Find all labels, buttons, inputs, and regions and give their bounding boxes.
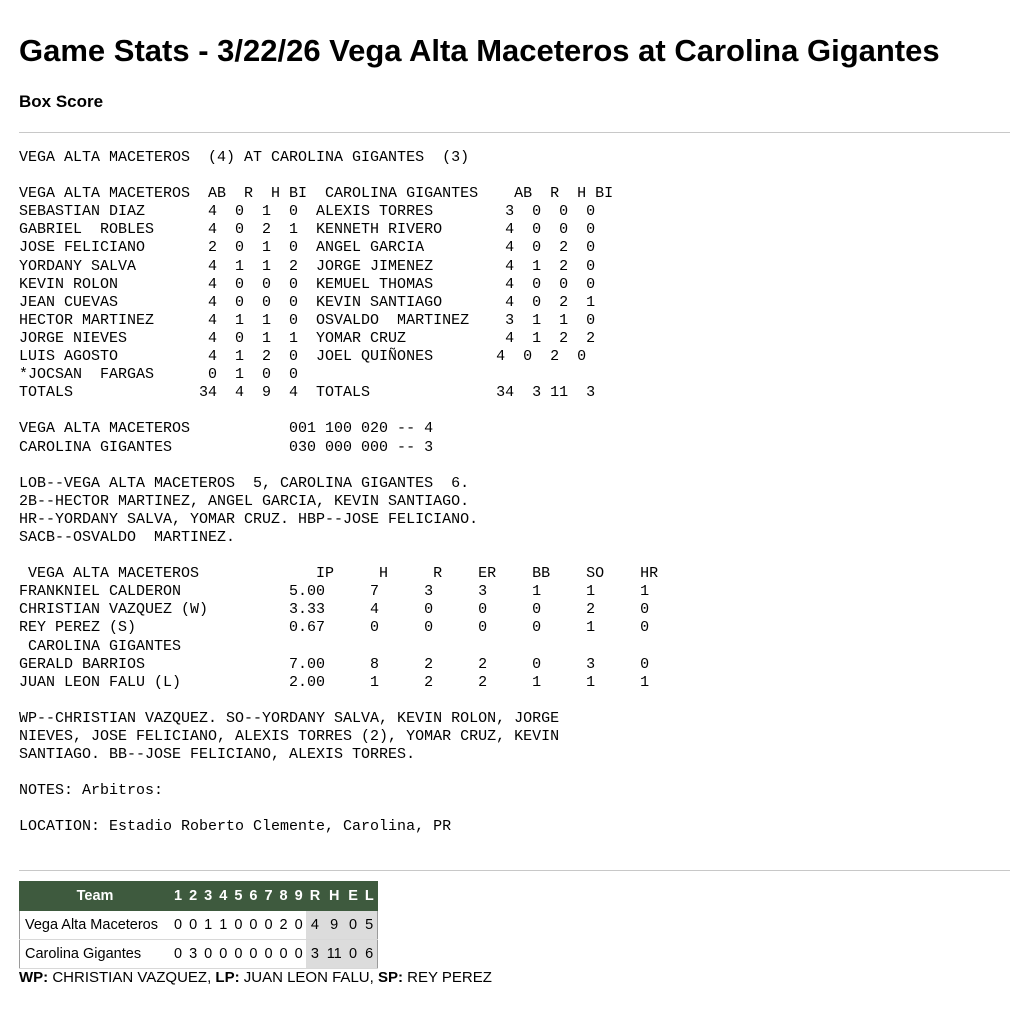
divider-top bbox=[19, 132, 1010, 133]
linescore-header-row bbox=[20, 882, 378, 911]
team-name: Carolina Gigantes bbox=[20, 940, 171, 969]
inning-score: 0 bbox=[171, 911, 186, 940]
inning-score: 0 bbox=[246, 911, 261, 940]
header-inning-3: 3 bbox=[201, 882, 216, 911]
header-inning-7: 7 bbox=[261, 882, 276, 911]
header-inning-4: 4 bbox=[216, 882, 231, 911]
wp-value: CHRISTIAN VAZQUEZ, bbox=[48, 969, 216, 986]
header-hits: H bbox=[324, 882, 345, 911]
inning-score: 3 bbox=[186, 940, 201, 969]
sp-value: REY PEREZ bbox=[402, 969, 492, 986]
wp-label: WP: bbox=[19, 969, 49, 986]
inning-score: 0 bbox=[171, 940, 186, 969]
header-lob: L bbox=[361, 882, 377, 911]
inning-score: 0 bbox=[261, 940, 276, 969]
header-team: Team bbox=[20, 882, 171, 911]
divider-bottom bbox=[19, 870, 1010, 871]
header-inning-2: 2 bbox=[186, 882, 201, 911]
total-hits: 11 bbox=[324, 940, 345, 969]
total-errors: 0 bbox=[345, 940, 362, 969]
inning-score: 0 bbox=[186, 911, 201, 940]
total-lob: 5 bbox=[361, 911, 377, 940]
inning-score: 0 bbox=[246, 940, 261, 969]
section-subtitle: Box Score bbox=[19, 92, 104, 111]
inning-score: 0 bbox=[291, 911, 306, 940]
inning-score: 1 bbox=[201, 911, 216, 940]
inning-score: 0 bbox=[291, 940, 306, 969]
sp-label: SP: bbox=[377, 969, 403, 986]
inning-score: 0 bbox=[261, 911, 276, 940]
total-lob: 6 bbox=[361, 940, 377, 969]
team-name: Vega Alta Maceteros bbox=[20, 911, 171, 940]
header-runs: R bbox=[306, 882, 323, 911]
total-runs: 4 bbox=[306, 911, 323, 940]
header-errors: E bbox=[345, 882, 362, 911]
page-title: Game Stats - 3/22/26 Vega Alta Maceteros at Carolina Gigantes bbox=[19, 33, 940, 68]
inning-score: 0 bbox=[276, 940, 291, 969]
header-inning-9: 9 bbox=[291, 882, 306, 911]
linescore-row-home bbox=[20, 940, 378, 969]
inning-score: 0 bbox=[201, 940, 216, 969]
inning-score: 1 bbox=[216, 911, 231, 940]
header-inning-5: 5 bbox=[231, 882, 246, 911]
pitcher-decisions bbox=[19, 969, 492, 987]
header-inning-8: 8 bbox=[276, 882, 291, 911]
total-errors: 0 bbox=[345, 911, 362, 940]
inning-score: 0 bbox=[231, 940, 246, 969]
lp-value: JUAN LEON FALU, bbox=[239, 969, 378, 986]
header-inning-1: 1 bbox=[171, 882, 186, 911]
inning-score: 0 bbox=[231, 911, 246, 940]
box-score-text: VEGA ALTA MACETEROS (4) AT CAROLINA GIGANTES (3) VEGA ALTA MACETEROS AB R H BI CAROLINA GIGANTES AB R H BI SEBASTIAN DIAZ 4 0 1 0 ALEXIS TORRES 3 0 0 0 GABRIEL ROBLES 4 0 2 1 KENNETH RIVERO 4 0 0 0 JOSE FELICIANO 2 0 1 0 ANGEL GARCIA 4 0 2 0 YORDANY SALVA 4 1 1 2 JORGE JIMENEZ 4 1 2 0 KEVIN ROLON 4 0 0 0 KEMUEL THOMAS 4 0 0 0 JEAN CUEVAS 4 0 0 0 KEVIN SANTIAGO 4 0 2 1 HECTOR MARTINEZ 4 1 1 0 OSVALDO MARTINEZ 3 1 1 0 JORGE NIEVES 4 0 1 1 YOMAR CRUZ 4 1 2 2 LUIS AGOSTO 4 1 2 0 JOEL QUIÑONES 4 0 2 0 *JOCSAN FARGAS 0 1 0 0 TOTALS 34 4 9 4 TOTALS 34 3 11 3 VEGA ALTA MACETEROS 001 100 020 -- 4 CAROLINA GIGANTES 030 000 000 -- 3 LOB--VEGA ALTA MACETEROS 5, CAROLINA GIGANTES 6. 2B--HECTOR MARTINEZ, ANGEL GARCIA, KEVIN SANTIAGO. HR--YORDANY SALVA, YOMAR CRUZ. HBP--JOSE FELICIANO. SACB--OSVALDO MARTINEZ. VEGA ALTA MACETEROS IP H R ER BB SO HR FRANKNIEL CALDERON 5.00 7 3 3 1 1 1 CHRISTIAN VAZQUEZ (W) 3.33 4 0 0 0 2 0 REY PEREZ (S) 0.67 0 0 0 0 1 0 CAROLINA GIGANTES GERALD BARRIOS 7.00 8 2 2 0 3 0 JUAN LEON FALU (L) 2.00 1 2 2 1 1 1 WP--CHRISTIAN VAZQUEZ. SO--YORDANY SALVA, KEVIN ROLON, JORGE NIEVES, JOSE FELICIANO, ALEXIS TORRES (2), YOMAR CRUZ, KEVIN SANTIAGO. BB--JOSE FELICIANO, ALEXIS TORRES. NOTES: Arbitros: LOCATION: Estadio Roberto Clemente, Carolina, PR bbox=[19, 149, 659, 836]
header-inning-6: 6 bbox=[246, 882, 261, 911]
linescore-table bbox=[19, 881, 378, 969]
total-hits: 9 bbox=[324, 911, 345, 940]
linescore-row-away bbox=[20, 911, 378, 940]
total-runs: 3 bbox=[306, 940, 323, 969]
lp-label: LP: bbox=[215, 969, 240, 986]
inning-score: 2 bbox=[276, 911, 291, 940]
inning-score: 0 bbox=[216, 940, 231, 969]
